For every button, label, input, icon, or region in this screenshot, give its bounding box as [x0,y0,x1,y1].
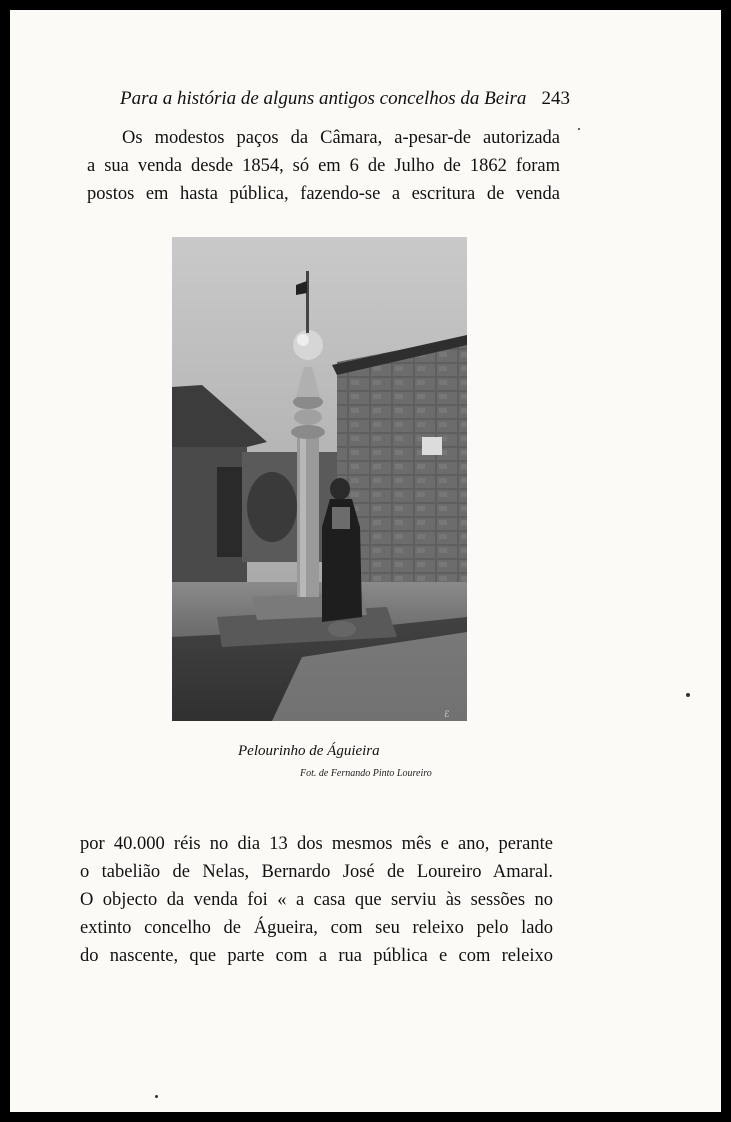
figure-caption: Pelourinho de Águieira [238,743,380,759]
text-line: extinto concelho de Águeira, com seu releixo pelo lado [80,918,553,938]
book-page [10,10,721,1112]
paragraph-bottom [80,830,553,970]
pillory-photograph [172,237,467,721]
text-line: Os modestos paços da Câmara, a-pesar-de autorizada [122,128,560,148]
text-line: do nascente, que parte com a rua pública e com releixo [80,946,553,966]
text-line: O objecto da venda foi « a casa que serviu às sessões no [80,890,553,910]
text-line: a sua venda desde 1854, só em 6 de Julho de 1862 foram [87,156,560,176]
running-title: Para a história de alguns antigos concelhos da Beira [120,88,527,109]
dust-speck [155,1095,158,1098]
page-number: 243 [541,88,570,109]
paragraph-top [87,124,560,208]
svg-text:ℰ: ℰ [444,710,450,720]
text-line: o tabelião de Nelas, Bernardo José de Loureiro Amaral. [80,862,553,882]
dust-speck [686,693,690,697]
photo-credit: Fot. de Fernando Pinto Loureiro [300,768,432,779]
text-line: por 40.000 réis no dia 13 dos mesmos mês e ano, perante [80,834,553,854]
dust-speck [578,128,580,130]
running-header [120,88,570,110]
text-line: postos em hasta pública, fazendo-se a escritura de venda [87,184,560,204]
